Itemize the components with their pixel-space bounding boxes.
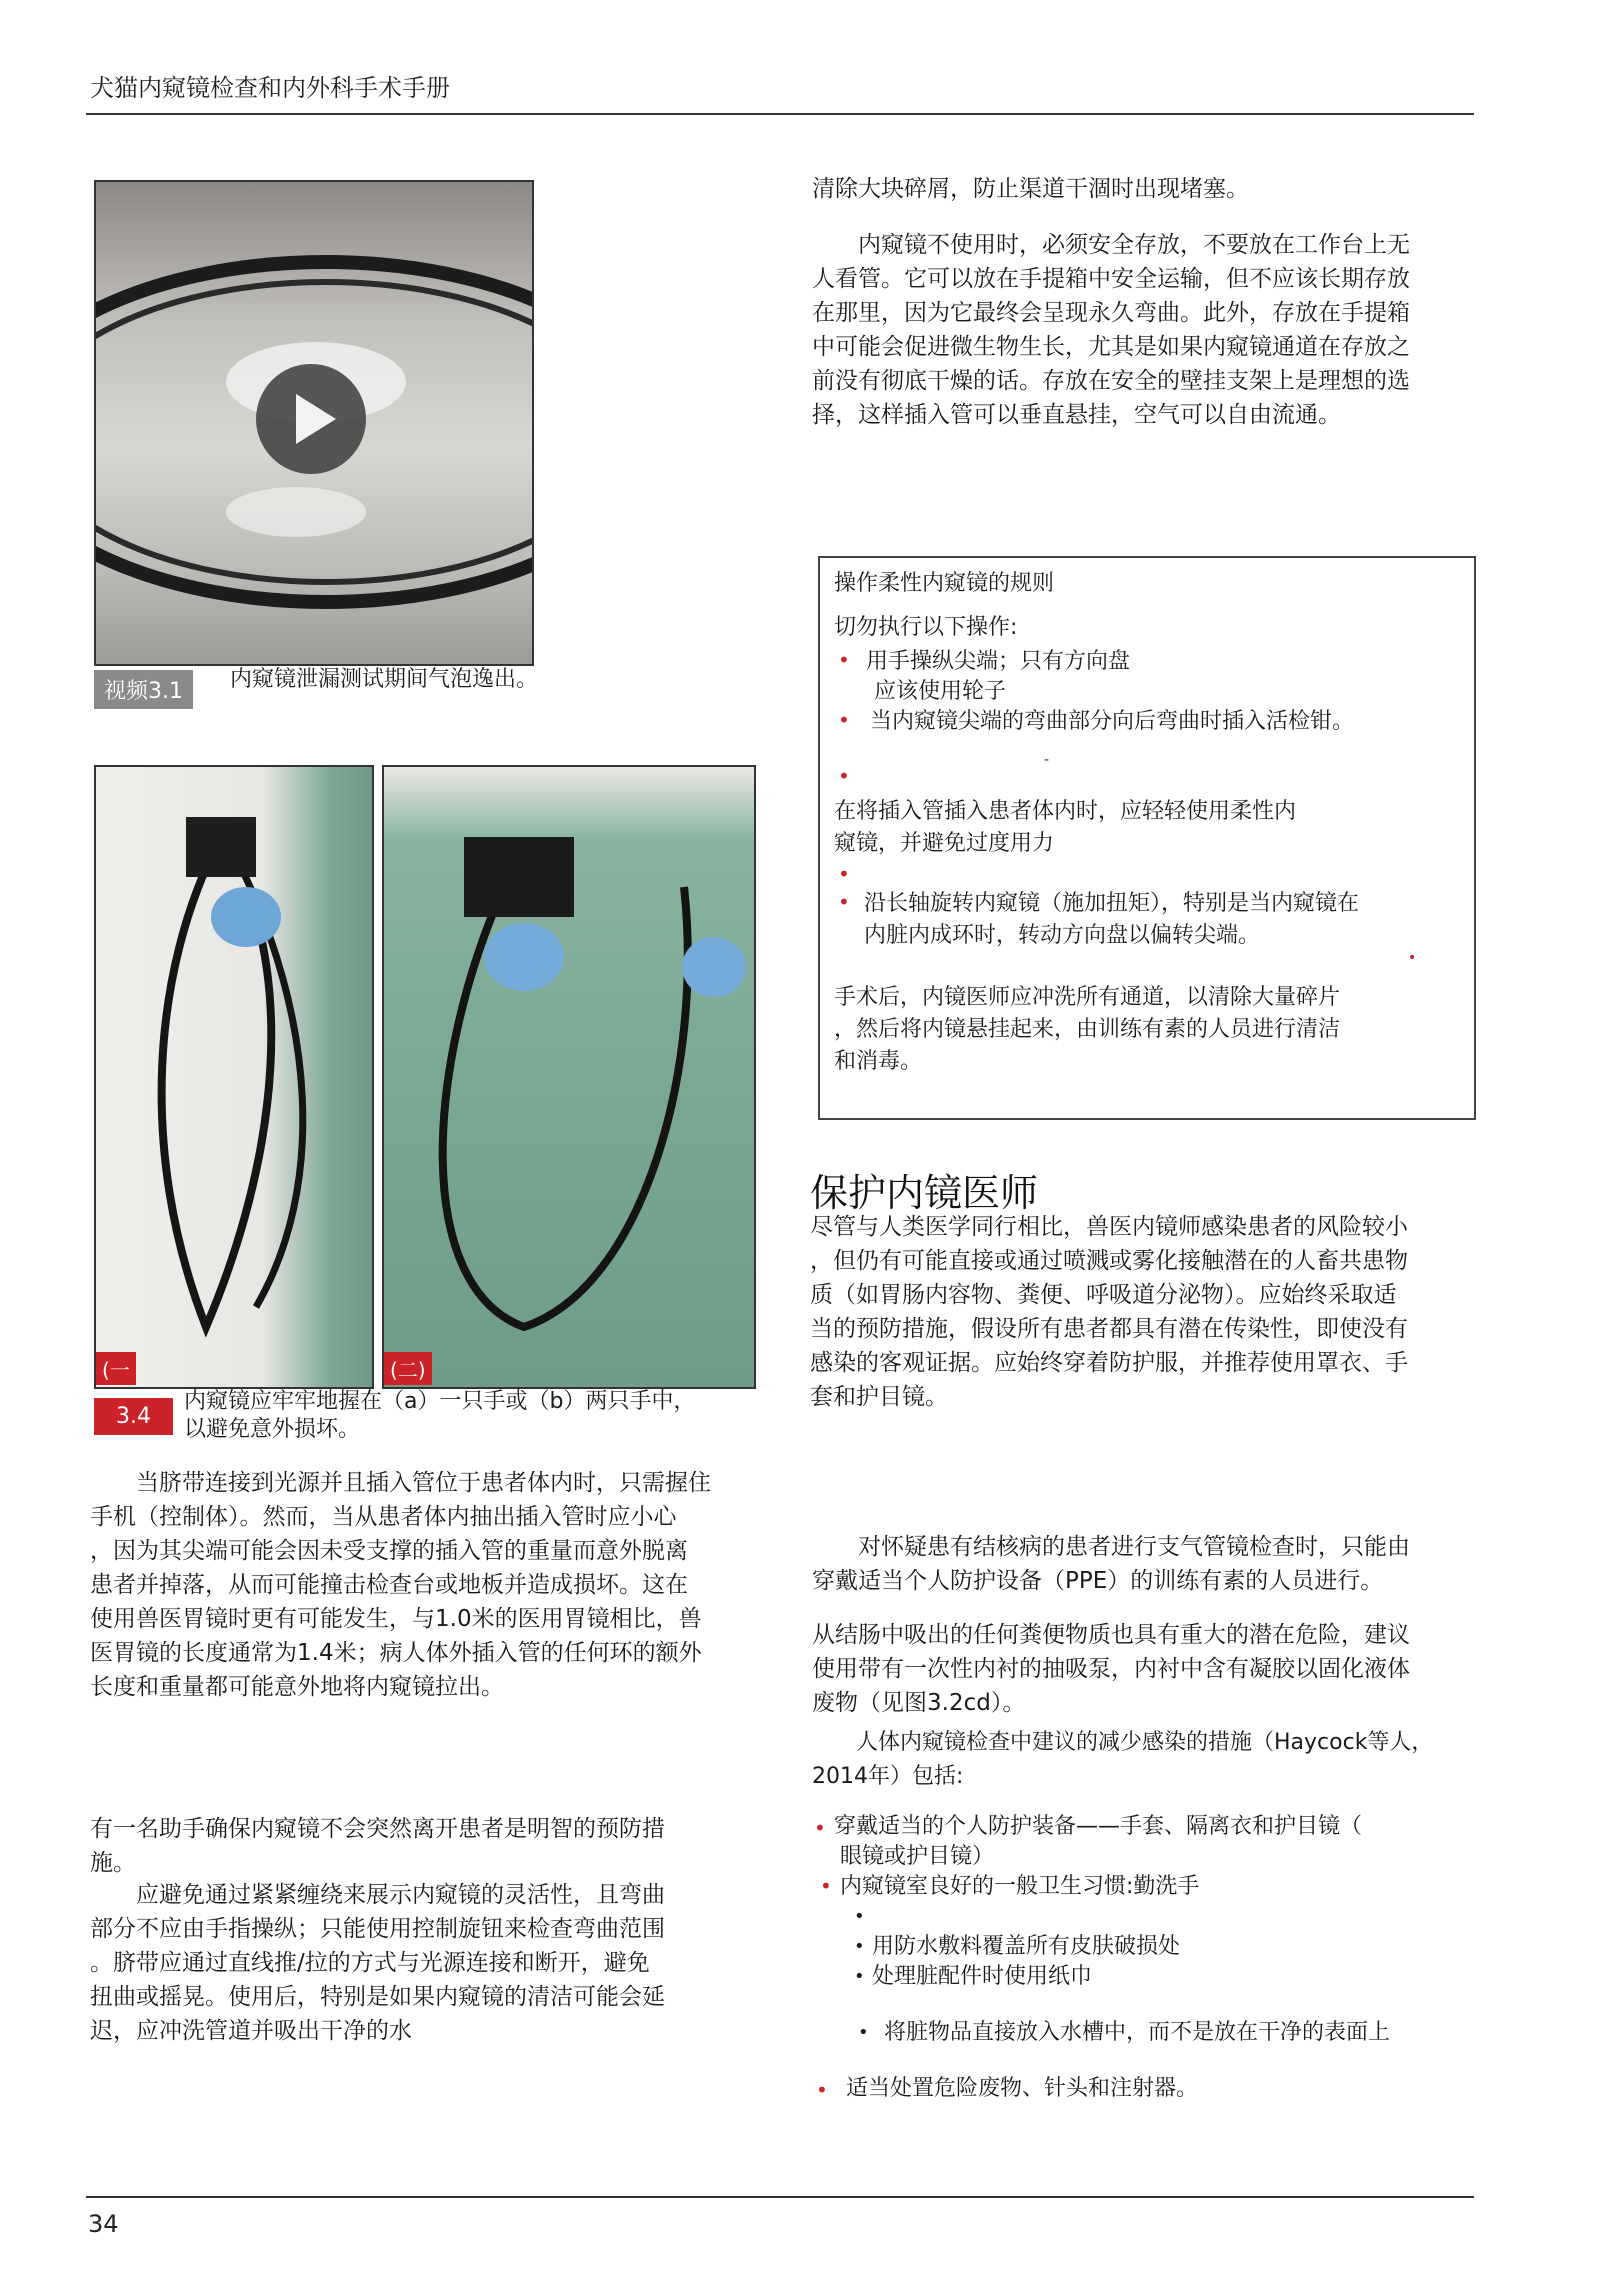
text-line: 患者并掉落，从而可能撞击检查台或地板并造成损坏。这在 — [90, 1572, 688, 1598]
text-line: 当的预防措施，假设所有患者都具有潜在传染性，即使没有 — [810, 1316, 1408, 1342]
endoscope-two-hands-illustration — [384, 767, 754, 1387]
photo-tag-b: (二) — [384, 1352, 432, 1385]
sub-bullet-icon: • — [858, 2022, 869, 2043]
photo-one-hand — [94, 765, 374, 1389]
text-line: 医胃镜的长度通常为1.4米；病人体外插入管的任何环的额外 — [90, 1640, 702, 1666]
bullet-icon: • — [820, 1874, 832, 1898]
text-line: 部分不应由手指操纵；只能使用控制旋钮来检查弯曲范围 — [90, 1916, 665, 1942]
sub-bullet-icon: • — [854, 1906, 865, 1927]
rules-closing-line1: 手术后，内镜医师应冲洗所有通道，以清除大量碎片 — [834, 985, 1341, 1010]
right-paragraph-2 — [812, 228, 1472, 432]
bullet-icon: • — [838, 862, 850, 886]
text-line: 施。 — [90, 1850, 136, 1876]
measure-3: 用防水敷料覆盖所有皮肤破损处 — [872, 1934, 1181, 1959]
rules-closing-line3: 和消毒。 — [834, 1049, 923, 1074]
text-line: 质（如胃肠内容物、粪便、呼吸道分泌物）。应始终采取适 — [810, 1282, 1397, 1308]
running-header: 犬猫内窥镜检查和内外科手术手册 — [90, 74, 450, 102]
left-paragraph-2 — [90, 1812, 770, 1880]
video-caption: 内窥镜泄漏测试期间气泡逸出。 — [230, 667, 539, 692]
text-line: 使用带有一次性内衬的抽吸泵，内衬中含有凝胶以固化液体 — [812, 1656, 1410, 1682]
rule-item-1-line2: 应该使用轮子 — [874, 679, 1007, 704]
photo-two-hands — [382, 765, 756, 1389]
text-line: 对怀疑患有结核病的患者进行支气管镜检查时，只能由 — [858, 1534, 1410, 1560]
text-line: 。脐带应通过直线推/拉的方式与光源连接和断开，避免 — [90, 1950, 650, 1976]
rules-closing-line2: ，然后将内镜悬挂起来，由训练有素的人员进行清洁 — [834, 1017, 1341, 1042]
page-number: 34 — [88, 2210, 119, 2238]
rule-item-3-line2: 内脏内成环时，转动方向盘以偏转尖端。 — [864, 923, 1261, 948]
text-line: 套和护目镜。 — [810, 1384, 948, 1410]
text-line: 内窥镜不使用时，必须安全存放，不要放在工作台上无 — [858, 232, 1410, 258]
right-paragraph-5 — [812, 1618, 1476, 1720]
right-paragraph-4 — [812, 1530, 1476, 1598]
text-line: 从结肠中吸出的任何粪便物质也具有重大的潜在危险，建议 — [812, 1622, 1410, 1648]
rule-item-3-line1: 沿长轴旋转内窥镜（施加扭矩），特别是当内窥镜在 — [864, 891, 1360, 916]
text-line: 使用兽医胃镜时更有可能发生，与1.0米的医用胃镜相比，兽 — [90, 1606, 702, 1632]
endoscope-one-hand-illustration — [96, 767, 372, 1387]
play-icon[interactable] — [256, 364, 366, 474]
text-line: 扭曲或摇晃。使用后，特别是如果内窥镜的清洁可能会延 — [90, 1984, 665, 2010]
text-line: 感染的客观证据。应始终穿着防护服，并推荐使用罩衣、手 — [810, 1350, 1408, 1376]
header-rule — [86, 113, 1474, 115]
measure-1-line2: 眼镜或护目镜） — [840, 1844, 995, 1869]
left-paragraph-1 — [90, 1466, 770, 1704]
right-paragraph-1: 清除大块碎屑，防止渠道干涸时出现堵塞。 — [812, 176, 1249, 202]
text-line: 择，这样插入管可以垂直悬挂，空气可以自由流通。 — [812, 402, 1341, 428]
text-line: 人看管。它可以放在手提箱中安全运输，但不应该长期存放 — [812, 266, 1410, 292]
bullet-icon: • — [816, 2078, 828, 2102]
footer-rule — [86, 2196, 1474, 2198]
tick-mark: - — [1044, 752, 1050, 768]
text-line: 人体内窥镜检查中建议的减少感染的措施（Haycock等人， — [856, 1730, 1434, 1755]
bullet-icon: • — [838, 648, 850, 672]
measure-4: 处理脏配件时使用纸巾 — [872, 1964, 1093, 1989]
photo-tag-a: (一 — [96, 1352, 136, 1385]
text-line: 穿戴适当个人防护设备（PPE）的训练有素的人员进行。 — [812, 1568, 1384, 1594]
rules-paragraph-line2: 窥镜，并避免过度用力 — [834, 831, 1055, 856]
text-line: 有一名助手确保内窥镜不会突然离开患者是明智的预防措 — [90, 1816, 665, 1842]
text-line: 手机（控制体）。然而，当从患者体内抽出插入管时应小心 — [90, 1504, 677, 1530]
bullet-icon: • — [838, 890, 850, 914]
left-paragraph-3 — [90, 1878, 770, 2048]
figure-caption-line2: 以避免意外损坏。 — [184, 1417, 361, 1442]
video-label: 视频3.1 — [94, 670, 193, 709]
text-line: 废物（见图3.2cd）。 — [812, 1690, 1026, 1716]
bullet-icon: • — [838, 708, 850, 732]
text-line: 迟，应冲洗管道并吸出干净的水 — [90, 2018, 412, 2044]
measure-6: 适当处置危险废物、针头和注射器。 — [846, 2076, 1199, 2101]
section-heading: 保护内镜医师 — [810, 1171, 1039, 1215]
figure-label: 3.4 — [94, 1398, 173, 1435]
text-line: ，因为其尖端可能会因未受支撑的插入管的重量而意外脱离 — [90, 1538, 688, 1564]
text-line: 当脐带连接到光源并且插入管位于患者体内时，只需握住 — [136, 1470, 711, 1496]
bullet-icon: • — [814, 1816, 826, 1840]
rules-box-title: 操作柔性内窥镜的规则 — [834, 571, 1055, 596]
text-line: 前没有彻底干燥的话。存放在安全的壁挂支架上是理想的选 — [812, 368, 1410, 394]
text-line: 中可能会促进微生物生长，尤其是如果内窥镜通道在存放之 — [812, 334, 1410, 360]
figure-caption-line1: 内窥镜应牢牢地握在（a）一只手或（b）两只手中， — [184, 1389, 696, 1414]
text-line: 尽管与人类医学同行相比，兽医内镜师感染患者的风险较小 — [810, 1214, 1408, 1240]
rules-paragraph-line1: 在将插入管插入患者体内时，应轻轻使用柔性内 — [834, 799, 1297, 824]
bullet-icon: • — [838, 764, 850, 788]
text-line: 长度和重量都可能意外地将内窥镜拉出。 — [90, 1674, 504, 1700]
measure-2: 内窥镜室良好的一般卫生习惯:勤洗手 — [840, 1874, 1200, 1899]
text-line: 在那里，因为它最终会呈现永久弯曲。此外，存放在手提箱 — [812, 300, 1410, 326]
measure-5: 将脏物品直接放入水槽中，而不是放在干净的表面上 — [884, 2020, 1391, 2045]
right-paragraph-6 — [812, 1726, 1476, 1794]
text-line: 应避免通过紧紧缠绕来展示内窥镜的灵活性，且弯曲 — [136, 1882, 665, 1908]
text-line: ，但仍有可能直接或通过喷溅或雾化接触潜在的人畜共患物 — [810, 1248, 1408, 1274]
rules-box-intro: 切勿执行以下操作: — [834, 615, 1018, 640]
bullet-icon: • — [1408, 950, 1417, 966]
sub-bullet-icon: • — [854, 1936, 865, 1957]
right-paragraph-3 — [810, 1210, 1474, 1414]
rule-item-1-line1: 用手操纵尖端；只有方向盘 — [866, 649, 1131, 674]
rule-item-2: 当内窥镜尖端的弯曲部分向后弯曲时插入活检钳。 — [870, 709, 1355, 734]
sub-bullet-icon: • — [854, 1966, 865, 1987]
text-line: 2014年）包括: — [812, 1764, 964, 1789]
measure-1-line1: 穿戴适当的个人防护装备——手套、隔离衣和护目镜（ — [834, 1814, 1363, 1839]
